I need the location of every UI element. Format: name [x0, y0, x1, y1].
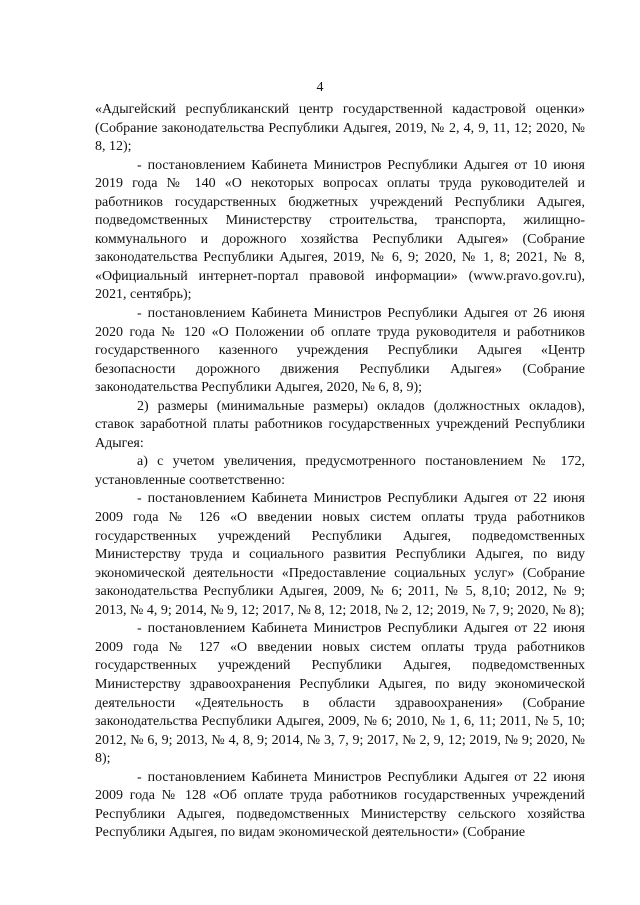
page-number: 4: [316, 80, 324, 95]
paragraph: - постановлением Кабинета Министров Республики Адыгея от 22 июня 2009 года № 127 «О введении новых систем оплаты труда работников государственных учреждений Республики Адыгея, подведомственных Министерству здравоохранения Республики Адыгея, по виду экономической деятельности «Деятельность в области здравоохранения» (Собрание законодательства Республики Адыгея, 2009, № 6; 2010, № 1, 6, 11; 2011, № 5, 10; 2012, № 6, 9; 2013, № 4, 8, 9; 2014, № 3, 7, 9; 2017, № 2, 9, 12; 2019, № 9; 2020, № 8);: [95, 621, 585, 767]
paragraph: - постановлением Кабинета Министров Республики Адыгея от 26 июня 2020 года № 120 «О Положении об оплате труда руководителя и работников государственного казенного учреждения Республики Адыгея «Центр безопасности дорожного движения Республики Адыгея» (Собрание законодательства Республики Адыгея, 2020, № 6, 8, 9);: [95, 306, 585, 396]
paragraph: «Адыгейский республиканский центр государственной кадастровой оценки» (Собрание законодательства Республики Адыгея, 2019, № 2, 4, 9, 11, 12; 2020, № 8, 12);: [95, 102, 585, 155]
paragraph: 2) размеры (минимальные размеры) окладов (должностных окладов), ставок заработной платы работников государственных учреждений Республики Адыгея:: [95, 398, 585, 451]
paragraph: - постановлением Кабинета Министров Республики Адыгея от 22 июня 2009 года № 128 «Об оплате труда работников государственных учреждений Республики Адыгея, подведомственных Министерству сельского хозяйства Республики Адыгея, по видам экономической деятельности» (Собрание: [95, 769, 585, 841]
paragraph: - постановлением Кабинета Министров Республики Адыгея от 22 июня 2009 года № 126 «О введении новых систем оплаты труда работников государственных учреждений Республики Адыгея, подведомственных Министерству труда и социального развития Республики Адыгея, по виду экономической деятельности «Предоставление социальных услуг» (Собрание законодательства Республики Адыгея, 2009, № 6; 2011, № 5, 8,10; 2012, № 9; 2013, № 4, 9; 2014, № 9, 12; 2017, № 8, 12; 2018, № 2, 12; 2019, № 7, 9; 2020, № 8);: [95, 491, 585, 618]
paragraph: а) с учетом увеличения, предусмотренного постановлением № 172, установленные соответственно:: [95, 454, 585, 488]
paragraph: - постановлением Кабинета Министров Республики Адыгея от 10 июня 2019 года № 140 «О некоторых вопросах оплаты труда руководителей и работников государственных бюджетных учреждений Республики Адыгея, подведомственных Министерству строительства, транспорта, жилищно-коммунального и дорожного хозяйства Республики Адыгея» (Собрание законодательства Республики Адыгея, 2019, № 6, 9; 2020, № 1, 8; 2021, № 8, «Официальный интернет-портал правовой информации» (www.pravo.gov.ru), 2021, сентябрь);: [95, 157, 585, 303]
document-body: [95, 101, 585, 843]
